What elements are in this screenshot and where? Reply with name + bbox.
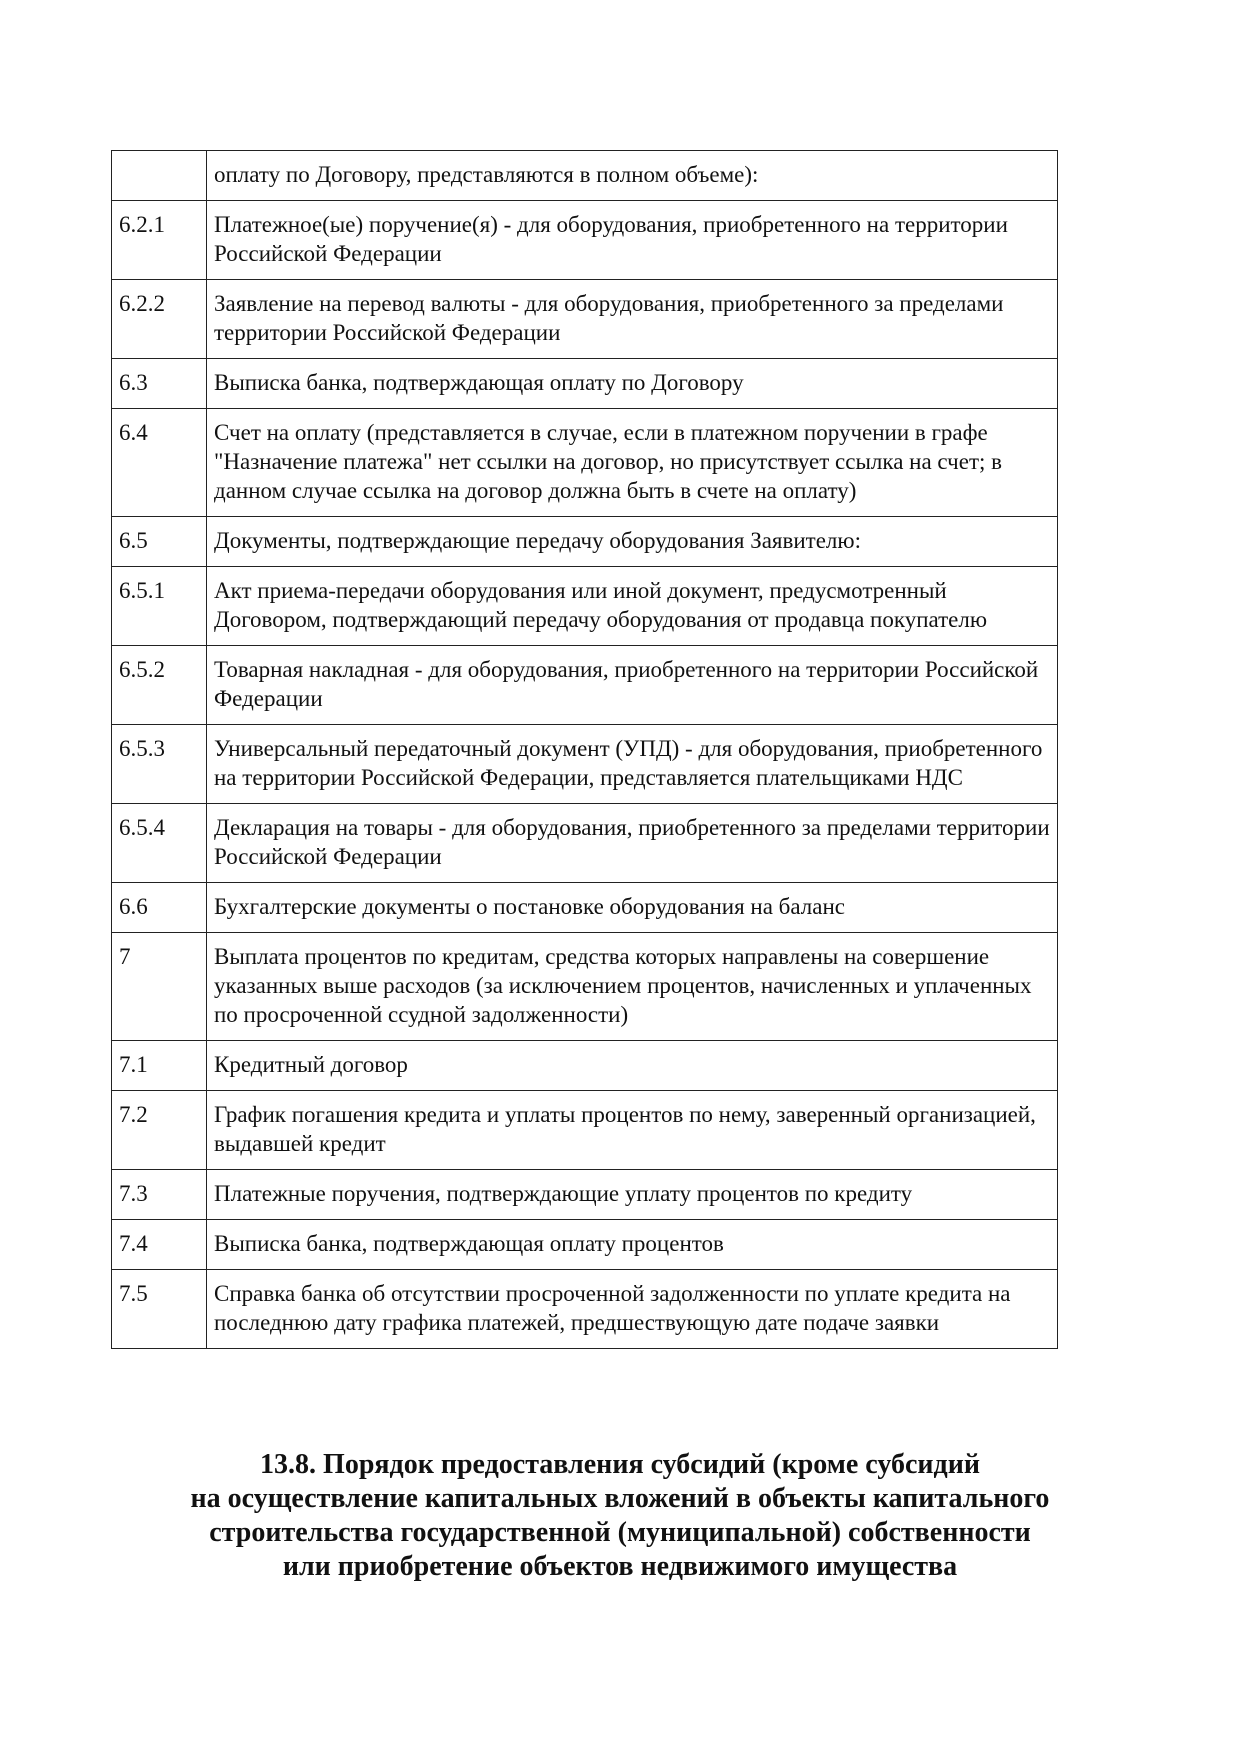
row-text: Платежные поручения, подтверждающие уплату процентов по кредиту — [207, 1170, 1058, 1220]
row-text: Акт приема-передачи оборудования или иной документ, предусмотренный Договором, подтверждающий передачу оборудования от продавца покупателю — [207, 567, 1058, 646]
table-row — [112, 804, 1058, 883]
section-heading — [150, 1448, 1090, 1584]
table-row — [112, 883, 1058, 933]
table-row — [112, 517, 1058, 567]
row-text: Декларация на товары - для оборудования, приобретенного за пределами территории Российской Федерации — [207, 804, 1058, 883]
section-heading-line: строительства государственной (муниципальной) собственности — [209, 1517, 1031, 1548]
row-text: Товарная накладная - для оборудования, приобретенного на территории Российской Федерации — [207, 646, 1058, 725]
row-number: 6.4 — [112, 409, 207, 517]
table-row — [112, 201, 1058, 280]
row-text: Выписка банка, подтверждающая оплату процентов — [207, 1220, 1058, 1270]
table-row — [112, 151, 1058, 201]
table-row — [112, 1091, 1058, 1170]
row-text: Кредитный договор — [207, 1041, 1058, 1091]
row-number: 6.6 — [112, 883, 207, 933]
row-text: Документы, подтверждающие передачу оборудования Заявителю: — [207, 517, 1058, 567]
table-row — [112, 409, 1058, 517]
row-number: 7.4 — [112, 1220, 207, 1270]
row-number: 6.3 — [112, 359, 207, 409]
row-number: 7.5 — [112, 1270, 207, 1349]
row-number: 7.1 — [112, 1041, 207, 1091]
row-text: оплату по Договору, представляются в полном объеме): — [207, 151, 1058, 201]
documents-table — [111, 150, 1058, 1349]
table-row — [112, 1041, 1058, 1091]
table-row — [112, 933, 1058, 1041]
row-number: 7 — [112, 933, 207, 1041]
row-text: Справка банка об отсутствии просроченной задолженности по уплате кредита на последнюю дату графика платежей, предшествующую дате подаче заявки — [207, 1270, 1058, 1349]
table-row — [112, 1220, 1058, 1270]
row-number: 6.5.1 — [112, 567, 207, 646]
row-number: 7.3 — [112, 1170, 207, 1220]
table-row — [112, 725, 1058, 804]
table-row — [112, 359, 1058, 409]
row-text: Счет на оплату (представляется в случае, если в платежном поручении в графе "Назначение платежа" нет ссылки на договор, но присутствует ссылка на счет; в данном случае ссылка на договор должна быть в счете на оплату) — [207, 409, 1058, 517]
table-row — [112, 646, 1058, 725]
row-text: Заявление на перевод валюты - для оборудования, приобретенного за пределами территории Российской Федерации — [207, 280, 1058, 359]
row-text: Бухгалтерские документы о постановке оборудования на баланс — [207, 883, 1058, 933]
row-number — [112, 151, 207, 201]
documents-table-body — [112, 151, 1058, 1349]
row-text: Универсальный передаточный документ (УПД) - для оборудования, приобретенного на территории Российской Федерации, представляется плательщиками НДС — [207, 725, 1058, 804]
row-number: 6.5.2 — [112, 646, 207, 725]
row-number: 6.5.3 — [112, 725, 207, 804]
row-text: Платежное(ые) поручение(я) - для оборудования, приобретенного на территории Российской Федерации — [207, 201, 1058, 280]
row-number: 6.5 — [112, 517, 207, 567]
section-heading-line: или приобретение объектов недвижимого имущества — [282, 1551, 958, 1582]
table-row — [112, 567, 1058, 646]
row-number: 6.2.1 — [112, 201, 207, 280]
row-number: 6.5.4 — [112, 804, 207, 883]
table-row — [112, 1170, 1058, 1220]
table-row — [112, 1270, 1058, 1349]
row-text: Выплата процентов по кредитам, средства которых направлены на совершение указанных выше расходов (за исключением процентов, начисленных и уплаченных по просроченной ссудной задолженности) — [207, 933, 1058, 1041]
row-text: Выписка банка, подтверждающая оплату по Договору — [207, 359, 1058, 409]
section-heading-line: 13.8. Порядок предоставления субсидий (кроме субсидий — [260, 1449, 980, 1480]
row-text: График погашения кредита и уплаты процентов по нему, заверенный организацией, выдавшей кредит — [207, 1091, 1058, 1170]
table-row — [112, 280, 1058, 359]
row-number: 6.2.2 — [112, 280, 207, 359]
section-heading-line: на осуществление капитальных вложений в объекты капитального — [190, 1483, 1050, 1514]
row-number: 7.2 — [112, 1091, 207, 1170]
